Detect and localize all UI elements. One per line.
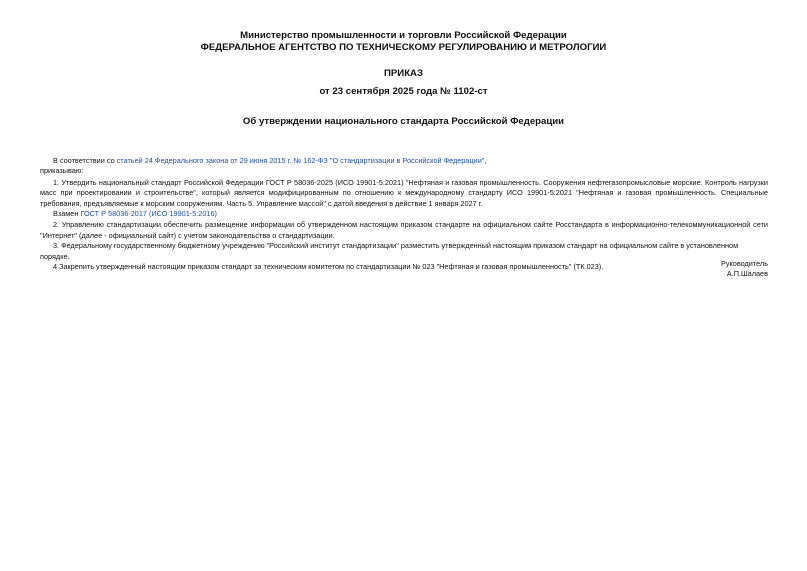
preamble-prefix: В соответствии со — [53, 156, 117, 165]
document-header — [0, 30, 807, 54]
agency-name: ФЕДЕРАЛЬНОЕ АГЕНТСТВО ПО ТЕХНИЧЕСКОМУ РЕГУЛИРОВАНИЮ И МЕТРОЛОГИИ — [200, 42, 607, 53]
item-2: 2. Управлению стандартизации обеспечить размещение информации об утвержденном настоящим приказом стандарте на официальном сайте Росстандарта в информационно-телекоммуникационной сети "Интернет" (далее - официальный сайт) с учетом законодательства о стандартизации. — [40, 220, 768, 240]
signatory-name: А.П.Шалаев — [726, 269, 768, 279]
order-title: ПРИКАЗ — [384, 68, 423, 79]
replacement-prefix: Взамен — [53, 209, 81, 219]
order-date-line: от 23 сентября 2025 года № 1102-ст — [319, 86, 488, 97]
replaced-standard-link[interactable]: ГОСТ Р 58036-2017 (ИСО 19901-5:2016) — [80, 209, 217, 219]
item-4: 4.Закрепить утвержденный настоящим приказом стандарт за техническим комитетом по стандартизации № 023 "Нефтяная и газовая промышленность" (ТК 023). — [53, 262, 604, 272]
signature-block — [721, 259, 768, 280]
replacement-line — [40, 209, 768, 219]
preamble-suffix: , — [484, 156, 487, 165]
federal-law-link[interactable]: статьей 24 Федерального закона от 29 июня 2015 г. № 162-ФЗ "О стандартизации в Российской Федерации" — [116, 156, 485, 165]
ministry-name: Министерство промышленности и торговли Российской Федерации — [240, 30, 567, 41]
item-1: 1. Утвердить национальный стандарт Российской Федерации ГОСТ Р 58036-2025 (ИСО 19901-5:2021) "Нефтяная и газовая промышленность. Сооружения нефтегазопромысловые морские. Контроль нагрузки масс при проектировании и строительстве", который является модифицированным по отношению к международному стандарту ИСО 19901-5:2021 "Нефтяная и газовая промышленность. Специальные требования, предъявляемые к морским сооружениям. Часть 5. Управление массой" с датой введения в действие 1 января 2027 г. — [40, 177, 768, 208]
signatory-position: Руководитель — [720, 259, 768, 268]
order-subject: Об утверждении национального стандарта Российской Федерации — [242, 116, 565, 127]
order-word: приказываю: — [40, 166, 84, 176]
preamble — [40, 156, 768, 166]
item-3: 3. Федеральному государственному бюджетному учреждению "Российский институт стандартизации" разместить утвержденный настоящим приказом стандарт на официальном сайте в установленном порядке. — [40, 241, 739, 261]
document-body — [40, 156, 768, 272]
